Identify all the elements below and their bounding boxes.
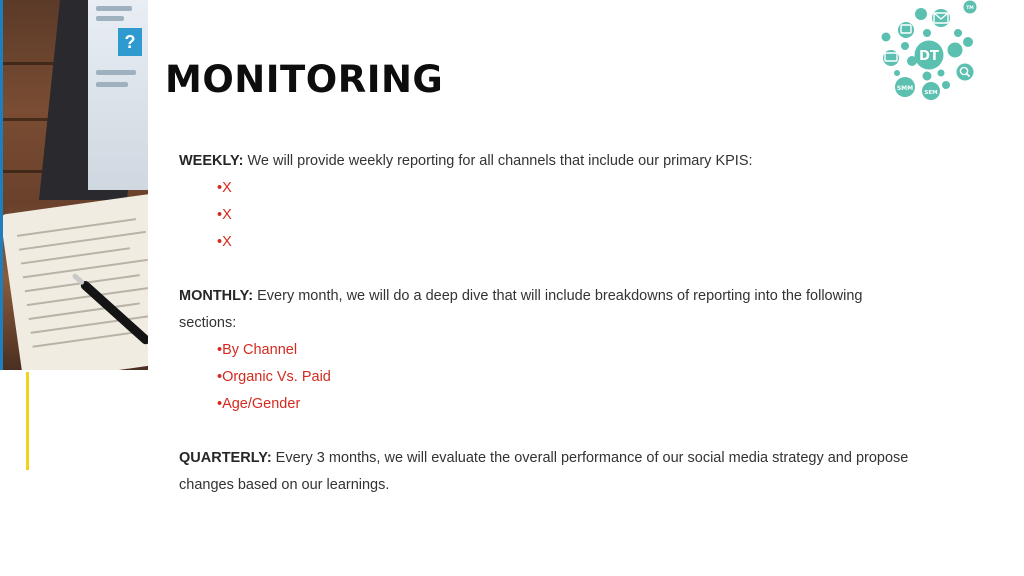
trademark-mark: TM [966,6,974,11]
weekly-list [179,175,919,256]
sem-badge: SEM [924,90,938,96]
quarterly-label: QUARTERLY: [179,450,272,466]
content-body [179,148,919,499]
workspace-photo [0,0,148,370]
list-item: •Organic Vs. Paid [217,369,331,385]
accent-line [26,372,29,470]
question-icon: ? [118,28,142,56]
monthly-label: MONTHLY: [179,288,254,304]
list-item: •Age/Gender [217,396,301,412]
weekly-paragraph [179,148,919,175]
company-logo [875,0,985,110]
monthly-list [179,337,919,418]
list-item: •X [217,180,232,196]
monthly-text: Every month, we will do a deep dive that will include breakdowns of reporting into the following sections: [179,288,863,331]
list-item: •By Channel [217,342,298,358]
weekly-label: WEEKLY: [179,153,244,169]
quarterly-paragraph [179,445,919,499]
quarterly-text: Every 3 months, we will evaluate the overall performance of our social media strategy and propose changes based on our learnings. [179,450,909,493]
page-title: MONITORING [165,58,444,101]
logo-center-text: DT [919,49,939,64]
list-item: •X [217,207,232,223]
weekly-text: We will provide weekly reporting for all channels that include our primary KPIS: [243,153,753,169]
monthly-paragraph [179,283,919,337]
notebook-icon [0,191,148,370]
list-item: •X [217,234,232,250]
smm-badge: SMM [896,85,914,92]
